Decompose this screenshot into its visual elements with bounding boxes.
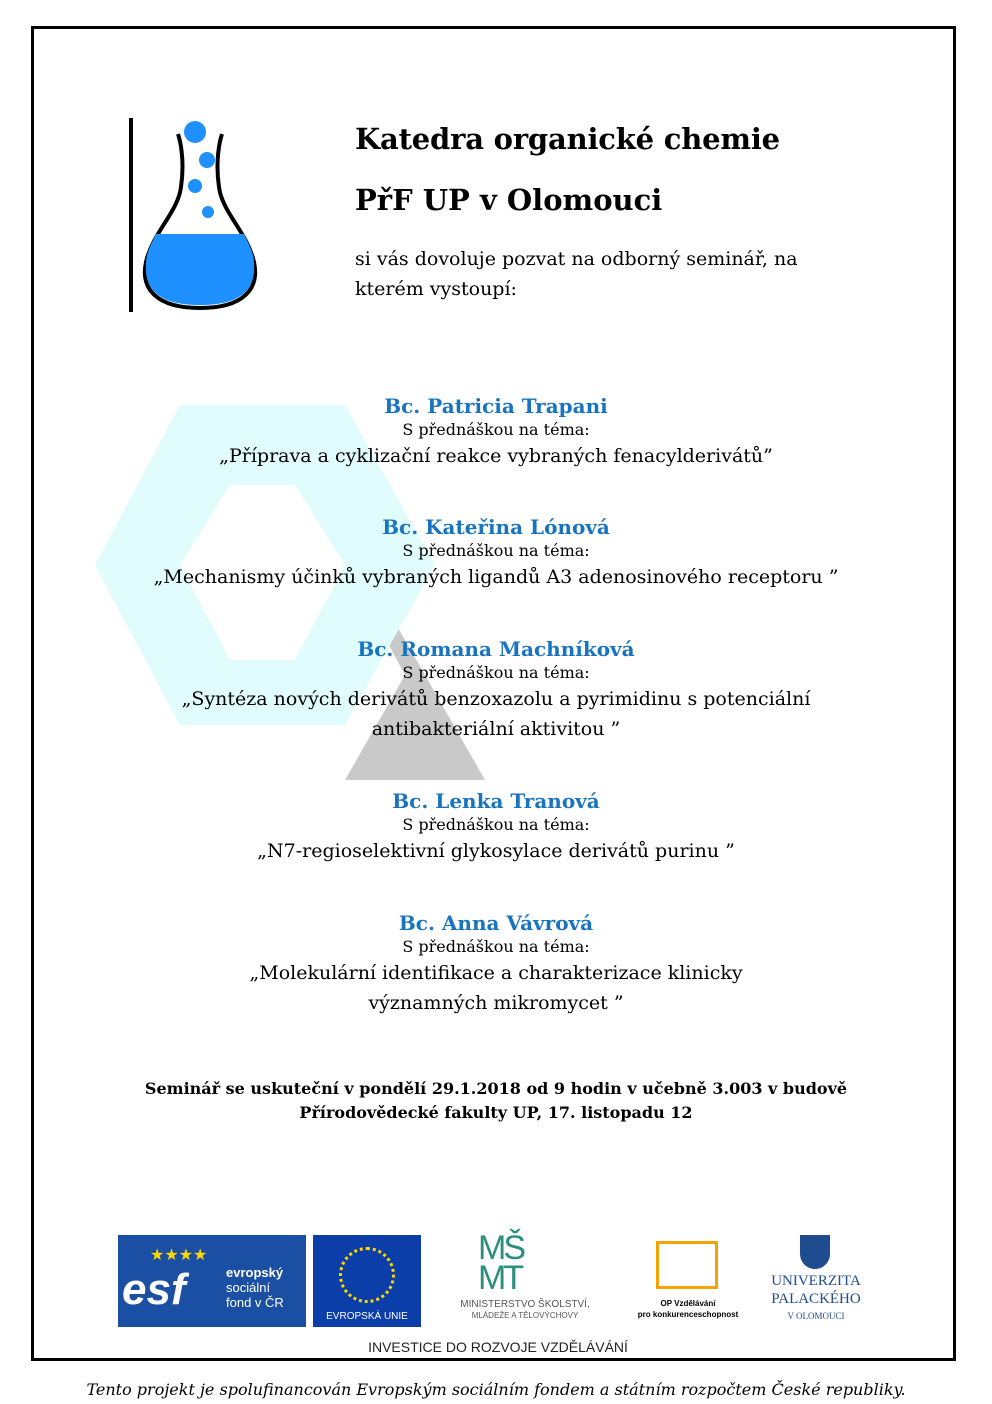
invitation-text: si vás dovoluje pozvat na odborný seminář, na kterém vystoupí: — [355, 248, 798, 300]
talk-intro: S přednáškou na téma: — [402, 663, 590, 682]
esf-text-1: evropský — [226, 1265, 284, 1280]
msmt-mark: MŠ MT — [478, 1229, 523, 1297]
talk-intro: S přednáškou na téma: — [402, 937, 590, 956]
op-text-2: pro konkurenceschopnost — [637, 1310, 739, 1319]
speaker-name: Bc. Kateřina Lónová — [382, 515, 610, 539]
talk-3 — [100, 636, 892, 744]
talk-intro: S přednáškou na téma: — [402, 420, 590, 439]
talk-intro: S přednáškou na téma: — [402, 541, 590, 560]
eu-label: EVROPSKÁ UNIE — [326, 1311, 408, 1322]
op-icon — [656, 1241, 718, 1289]
esf-text-3: fond v ČR — [226, 1295, 284, 1310]
seminar-info: Seminář se uskuteční v pondělí 29.1.2018 od 9 hodin v učebně 3.003 v budově Přírodovědecké fakulty UP, 17. listopadu 12 — [144, 1079, 848, 1122]
flask-icon — [118, 112, 283, 317]
op-logo — [626, 1235, 756, 1327]
talk-5 — [100, 910, 892, 1018]
talk-2 — [100, 514, 892, 592]
talk-topic: „Molekulární identifikace a charakterizace klinicky významných mikromycet ” — [249, 962, 743, 1014]
logo-strip — [118, 1229, 878, 1355]
esf-text-2: sociální — [226, 1280, 271, 1295]
talk-topic: „N7-regioselektivní glykosylace derivátů purinu ” — [257, 840, 735, 862]
investice-slogan: INVESTICE DO ROZVOJE VZDĚLÁVÁNÍ — [368, 1339, 628, 1355]
msmt-text-2: MLÁDEŽE A TĚLOVÝCHOVY — [471, 1311, 579, 1320]
msmt-text-1: MINISTERSTVO ŠKOLSTVÍ, — [460, 1299, 590, 1310]
upol-text-3: V OLOMOUCI — [787, 1311, 845, 1321]
upol-logo — [754, 1235, 878, 1327]
talk-topic: „Syntéza nových derivátů benzoxazolu a pyrimidinu s potenciální antibakteriální aktivitou ” — [181, 688, 811, 740]
eu-stars-icon — [339, 1247, 395, 1303]
talk-4 — [100, 788, 892, 866]
talk-1 — [100, 393, 892, 471]
speaker-name: Bc. Romana Machníková — [357, 637, 635, 661]
msmt-logo — [430, 1229, 620, 1327]
department-title: Katedra organické chemie — [355, 122, 780, 156]
speaker-name: Bc. Anna Vávrová — [398, 911, 594, 935]
talk-topic: „Příprava a cyklizační reakce vybraných fenacylderivátů” — [219, 445, 773, 467]
speaker-name: Bc. Patricia Trapani — [384, 394, 608, 418]
esf-mark: esf — [122, 1265, 186, 1314]
footer-note: Tento projekt je spolufinancován Evropským sociálním fondem a státním rozpočtem České republiky. — [86, 1380, 906, 1399]
eu-logo — [313, 1235, 421, 1327]
talk-intro: S přednáškou na téma: — [402, 815, 590, 834]
star-icon: ★★★★ — [150, 1247, 208, 1264]
talk-topic: „Mechanismy účinků vybraných ligandů A3 adenosinového receptoru ” — [153, 566, 839, 588]
esf-logo — [118, 1235, 306, 1327]
upol-shield-icon — [800, 1235, 830, 1269]
upol-text-1: UNIVERZITA — [771, 1273, 861, 1289]
op-text-1: OP Vzdělávání — [660, 1299, 716, 1308]
speaker-name: Bc. Lenka Tranová — [392, 789, 600, 813]
upol-text-2: PALACKÉHO — [771, 1291, 861, 1307]
faculty-title: PřF UP v Olomouci — [355, 183, 663, 217]
